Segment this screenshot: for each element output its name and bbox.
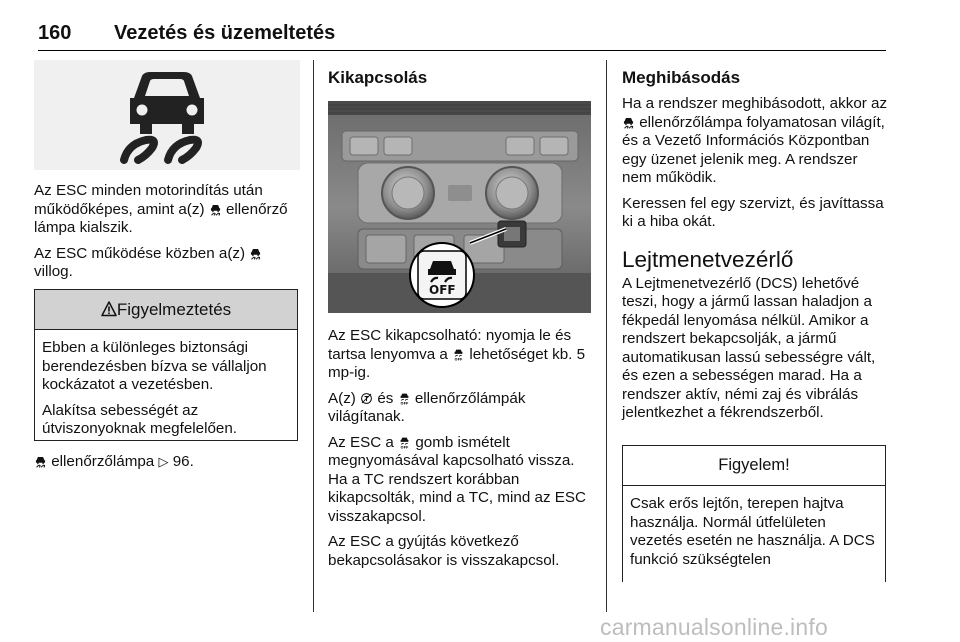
esc-indicator-icon	[622, 116, 635, 129]
page-header	[38, 22, 886, 51]
section-title-lejtmenetvezerlo: Lejtmenetvezérlő	[622, 246, 794, 272]
notice-box	[622, 445, 886, 582]
page-reference-link[interactable]: 96.	[172, 453, 194, 470]
warning-title: Figyelmeztetés	[116, 300, 232, 319]
esc-symbol-illustration	[34, 60, 300, 170]
page-reference-arrow-icon: ▷	[158, 454, 169, 469]
ignition-paragraph: Az ESC a gyújtás következő bekapcsolásakor is visszakapcsol.	[328, 533, 560, 569]
dcs-paragraph: A Lejtmenetvezérlő (DCS) lehetővé teszi, hogy a jármű lassan haladjon a fékpedál lenyomása nélkül. Amikor a rendszert bekapcsolják, a jármű automatikusan lassú sebességre vált, és ezen a sebességen marad. Ha a rendszer aktív, némi zaj és vibrálás jelentkezhet a fékrendszerből.	[622, 274, 876, 421]
console-photo	[328, 101, 591, 313]
watermark: carmanualsonline.info	[600, 614, 828, 640]
column-divider-right	[606, 60, 607, 612]
warning-box	[34, 289, 298, 441]
column-divider-left	[313, 60, 314, 612]
notice-title: Figyelem!	[718, 456, 790, 474]
right-column	[622, 60, 890, 568]
esc-off-icon	[452, 348, 465, 361]
esc-off-icon	[398, 392, 411, 405]
reenable-paragraph: Az ESC a gomb ismételt megnyomásával kapcsolható vissza. Ha a TC rendszert korábban kikapcsolták, mind a TC, mind az ESC visszakapcsol.	[328, 433, 587, 525]
esc-ready-paragraph: Az ESC minden motorindítás után működőképes, amint a(z) ellenőrző lámpa kialszik.	[34, 182, 288, 236]
indicators-paragraph: A(z) és ellenőrzőlámpák világítanak.	[328, 389, 526, 425]
esc-indicator-icon	[249, 247, 262, 260]
service-paragraph: Keressen fel egy szervizt, és javíttassa ki a hiba okát.	[622, 194, 884, 230]
esc-indicator-icon	[34, 455, 47, 468]
esc-off-icon	[398, 436, 411, 449]
warning-triangle-icon	[101, 301, 117, 317]
left-column	[34, 60, 302, 470]
middle-column	[328, 60, 596, 577]
notice-text: Csak erős lejtőn, terepen hajtva használja. Normál útfelületen vezetés esetén ne használja. A DCS funkció szükségtelen	[630, 495, 875, 568]
disable-paragraph: Az ESC kikapcsolható: nyomja le és tartsa lenyomva a lehetőséget kb. 5 mp-ig.	[328, 327, 586, 381]
malfunction-paragraph: Ha a rendszer meghibásodott, akkor az ellenőrzőlámpa folyamatosan világít, és a Vezető Információs Központban egy üzenet jelenik meg. A rendszer nem működik.	[622, 95, 888, 186]
tc-off-icon	[360, 392, 373, 405]
car-skid-icon	[124, 72, 204, 160]
esc-indicator-icon	[209, 203, 222, 216]
chapter-title: Vezetés és üzemeltetés	[114, 22, 336, 44]
section-title-kikapcsolas: Kikapcsolás	[328, 68, 428, 87]
notice-box-header	[623, 446, 885, 486]
esc-off-button-zoom	[410, 243, 474, 307]
page-number: 160	[38, 22, 72, 44]
indicator-reference: ellenőrzőlámpa ▷ 96.	[34, 453, 302, 472]
warning-text-1: Ebben a különleges biztonsági berendezésben bízva se vállaljon kockázatot a vezetésben.	[42, 339, 267, 393]
section-title-meghibasodas: Meghibásodás	[622, 68, 741, 87]
esc-off-button-label: OFF	[429, 283, 456, 297]
warning-text-2: Alakítsa sebességét az útviszonyoknak megfelelően.	[42, 401, 238, 437]
esc-active-paragraph: Az ESC működése közben a(z) villog.	[34, 245, 302, 282]
warning-box-header	[35, 290, 297, 330]
